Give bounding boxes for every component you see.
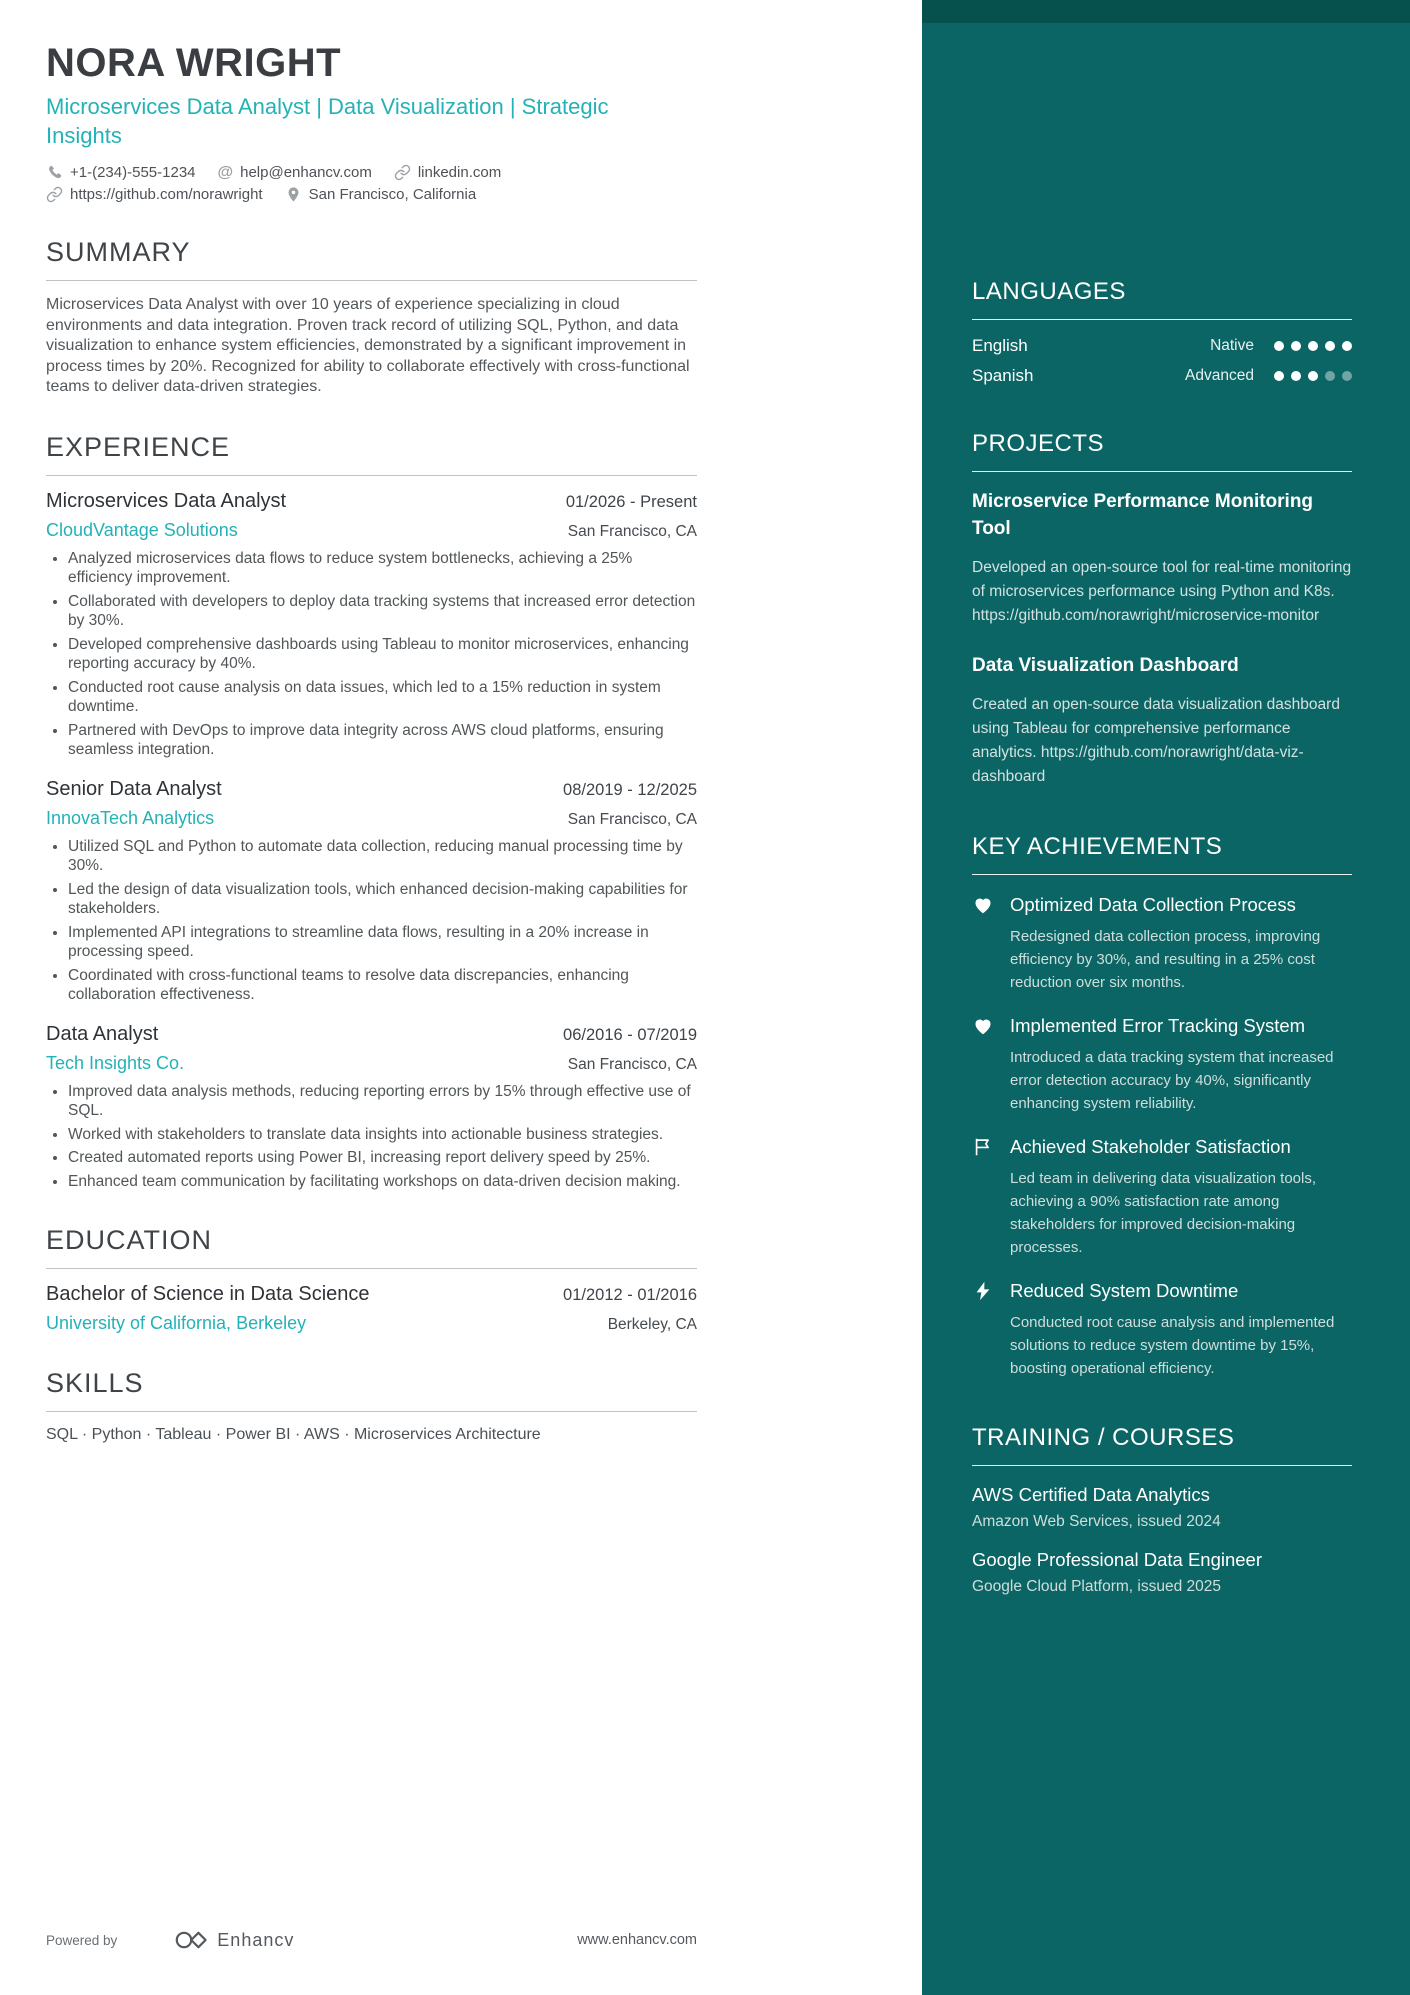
achievement-text: Redesigned data collection process, improving efficiency by 30%, and resulting in a 25% cost reduction over six months. — [1010, 928, 1321, 991]
project-entry — [972, 652, 1352, 789]
skills-section — [46, 1368, 697, 1444]
job-entry — [46, 1023, 697, 1192]
job-dates: 06/2016 - 07/2019 — [563, 1025, 697, 1044]
language-level-dots — [1274, 341, 1352, 351]
summary-heading: SUMMARY — [46, 237, 697, 281]
job-bullet: • Led the design of data visualization tools, which enhanced decision-making capabilities for stakeholders. — [68, 880, 697, 919]
job-bullet: • Improved data analysis methods, reducing reporting errors by 15% through effective use of SQL. — [68, 1082, 697, 1121]
achievements-section — [972, 833, 1352, 1380]
level-dot-empty — [1342, 371, 1352, 381]
projects-section — [972, 430, 1352, 789]
projects-heading: PROJECTS — [972, 430, 1352, 472]
phone-item — [46, 164, 196, 181]
location-item — [285, 186, 477, 203]
level-dot-filled — [1308, 341, 1318, 351]
school-location: Berkeley, CA — [607, 1316, 697, 1333]
email-item — [218, 164, 372, 181]
achievement-entry — [972, 1012, 1352, 1115]
project-title: Microservice Performance Monitoring Tool — [972, 491, 1314, 539]
job-location: San Francisco, CA — [567, 810, 697, 828]
job-bullet: • Created automated reports using Power BI, increasing report delivery speed by 25%. — [68, 1148, 697, 1168]
job-title: Senior Data Analyst — [46, 777, 222, 800]
school-name: University of California, Berkeley — [46, 1313, 307, 1333]
project-description: Created an open-source data visualization dashboard using Tableau for comprehensive performance analytics. https://github.com/norawright/data-viz-dashboard — [972, 696, 1340, 785]
job-dates: 08/2019 - 12/2025 — [563, 780, 697, 799]
heart-icon — [972, 891, 994, 994]
languages-heading: LANGUAGES — [972, 278, 1352, 320]
project-description: Developed an open-source tool for real-time monitoring of microservices performance using Python and K8s. https://github.com/norawright/microservice-monitor — [972, 559, 1352, 624]
job-title: Microservices Data Analyst — [46, 489, 287, 512]
project-entry — [972, 488, 1352, 628]
job-company: InnovaTech Analytics — [46, 807, 215, 828]
achievement-entry — [972, 1277, 1352, 1380]
achievements-heading: KEY ACHIEVEMENTS — [972, 833, 1352, 875]
skills-list: SQL · Python · Tableau · Power BI · AWS · Microservices Architecture — [46, 1426, 541, 1443]
link-icon — [394, 164, 411, 181]
summary-text: Microservices Data Analyst with over 10 years of experience specializing in cloud environments and data integration. Proven track record of utilizing SQL, Python, and data visualization to enhance system efficiencies, demonstrated by a significant improvement in process times by 20%. Recognized for ability to collaborate effectively with cross-functional teams to deliver data-driven strategies. — [46, 296, 690, 395]
at-icon: @ — [217, 163, 234, 181]
achievement-title: Implemented Error Tracking System — [1010, 1015, 1306, 1036]
language-name: Spanish — [972, 366, 1034, 385]
education-heading: EDUCATION — [46, 1225, 697, 1269]
job-company: Tech Insights Co. — [46, 1052, 185, 1073]
contact-row — [46, 164, 697, 181]
job-entry — [46, 490, 697, 760]
level-dot-filled — [1274, 341, 1284, 351]
candidate-headline: Microservices Data Analyst | Data Visualization | Strategic Insights — [46, 94, 609, 148]
level-dot-filled — [1325, 341, 1335, 351]
job-bullets — [68, 1082, 697, 1192]
location-text: San Francisco, California — [308, 186, 477, 203]
level-dot-filled — [1291, 341, 1301, 351]
flag-icon — [972, 1133, 994, 1259]
level-dot-filled — [1291, 371, 1301, 381]
skills-heading: SKILLS — [46, 1368, 697, 1412]
phone-icon — [46, 164, 63, 181]
job-bullet: • Developed comprehensive dashboards using Tableau to monitor microservices, enhancing reporting accuracy by 40%. — [68, 635, 697, 674]
education-section — [46, 1225, 697, 1334]
job-entry — [46, 778, 697, 1005]
experience-heading: EXPERIENCE — [46, 432, 697, 476]
job-location: San Francisco, CA — [567, 1055, 697, 1073]
experience-section — [46, 432, 697, 1192]
github-link[interactable]: https://github.com/norawright — [70, 186, 263, 203]
job-bullets — [68, 549, 697, 760]
language-name: English — [972, 336, 1028, 355]
github-item — [46, 186, 263, 203]
achievement-title: Achieved Stakeholder Satisfaction — [1010, 1136, 1291, 1157]
job-bullet: • Analyzed microservices data flows to reduce system bottlenecks, achieving a 25% efficiency improvement. — [68, 549, 697, 588]
achievement-title: Reduced System Downtime — [1010, 1280, 1239, 1301]
powered-by-label: Powered by — [46, 1932, 118, 1948]
languages-section — [972, 278, 1352, 386]
job-bullet: • Partnered with DevOps to improve data integrity across AWS cloud platforms, ensuring seamless integration. — [68, 721, 697, 760]
lightning-icon — [972, 1277, 994, 1380]
page-footer — [46, 1927, 697, 1953]
sidebar-top-strip — [922, 0, 1410, 23]
level-dot-empty — [1325, 371, 1335, 381]
degree-title: Bachelor of Science in Data Science — [46, 1283, 370, 1305]
job-bullet: • Coordinated with cross-functional teams to resolve data discrepancies, enhancing collaboration effectiveness. — [68, 966, 697, 1005]
training-section — [972, 1424, 1352, 1596]
level-dot-filled — [1274, 371, 1284, 381]
achievement-text: Led team in delivering data visualization tools, achieving a 90% satisfaction rate among stakeholders for improved decision-making processes. — [1010, 1170, 1317, 1256]
contact-row — [46, 186, 697, 203]
heart-icon — [972, 1012, 994, 1115]
training-heading: TRAINING / COURSES — [972, 1424, 1352, 1466]
job-bullet: • Enhanced team communication by facilitating workshops on data-driven decision making. — [68, 1172, 697, 1192]
job-dates: 01/2026 - Present — [565, 492, 697, 511]
enhancv-logo-icon — [173, 1927, 209, 1953]
achievement-entry — [972, 1133, 1352, 1259]
phone-number: +1-(234)-555-1234 — [70, 164, 196, 181]
achievement-text: Introduced a data tracking system that increased error detection accuracy by 40%, significantly enhancing system reliability. — [1010, 1049, 1334, 1112]
language-row — [972, 336, 1352, 356]
job-company: CloudVantage Solutions — [46, 519, 238, 540]
course-entry — [972, 1482, 1352, 1531]
achievement-entry — [972, 891, 1352, 994]
degree-dates: 01/2012 - 01/2016 — [563, 1286, 697, 1304]
sidebar — [922, 0, 1410, 1995]
language-row — [972, 366, 1352, 386]
language-level: Native — [1210, 337, 1254, 354]
job-bullet: • Implemented API integrations to streamline data flows, resulting in a 20% increase in processing speed. — [68, 923, 697, 962]
course-issuer: Google Cloud Platform, issued 2025 — [972, 1578, 1222, 1595]
email-text: help@enhancv.com — [240, 164, 372, 181]
course-title: Google Professional Data Engineer — [972, 1549, 1263, 1570]
job-title: Data Analyst — [46, 1022, 159, 1045]
job-location: San Francisco, CA — [567, 522, 697, 540]
summary-section — [46, 237, 697, 398]
course-entry — [972, 1547, 1352, 1596]
achievement-text: Conducted root cause analysis and implemented solutions to reduce system downtime by 15%, boosting operational efficiency. — [1010, 1314, 1335, 1377]
job-bullets — [68, 837, 697, 1005]
job-bullet: • Utilized SQL and Python to automate data collection, reducing manual processing time by 30%. — [68, 837, 697, 876]
enhancv-brand-text: Enhancv — [217, 1929, 295, 1950]
language-level: Advanced — [1185, 367, 1254, 384]
candidate-name: NORA WRIGHT — [46, 41, 342, 85]
job-bullet: • Collaborated with developers to deploy data tracking systems that increased error detection by 30%. — [68, 592, 697, 631]
course-title: AWS Certified Data Analytics — [972, 1484, 1210, 1505]
project-title: Data Visualization Dashboard — [972, 655, 1239, 676]
linkedin-link[interactable]: linkedin.com — [417, 164, 502, 181]
job-bullet: • Worked with stakeholders to translate data insights into actionable business strategies. — [68, 1125, 697, 1145]
linkedin-item — [394, 164, 501, 181]
link-icon — [46, 186, 63, 203]
level-dot-filled — [1308, 371, 1318, 381]
level-dot-filled — [1342, 341, 1352, 351]
location-pin-icon — [285, 186, 302, 203]
course-issuer: Amazon Web Services, issued 2024 — [972, 1513, 1221, 1530]
contact-block — [46, 164, 697, 203]
achievement-title: Optimized Data Collection Process — [1010, 894, 1296, 915]
language-level-dots — [1274, 371, 1352, 381]
enhancv-site-link[interactable]: www.enhancv.com — [577, 1932, 697, 1948]
job-bullet: • Conducted root cause analysis on data issues, which led to a 15% reduction in system downtime. — [68, 678, 697, 717]
